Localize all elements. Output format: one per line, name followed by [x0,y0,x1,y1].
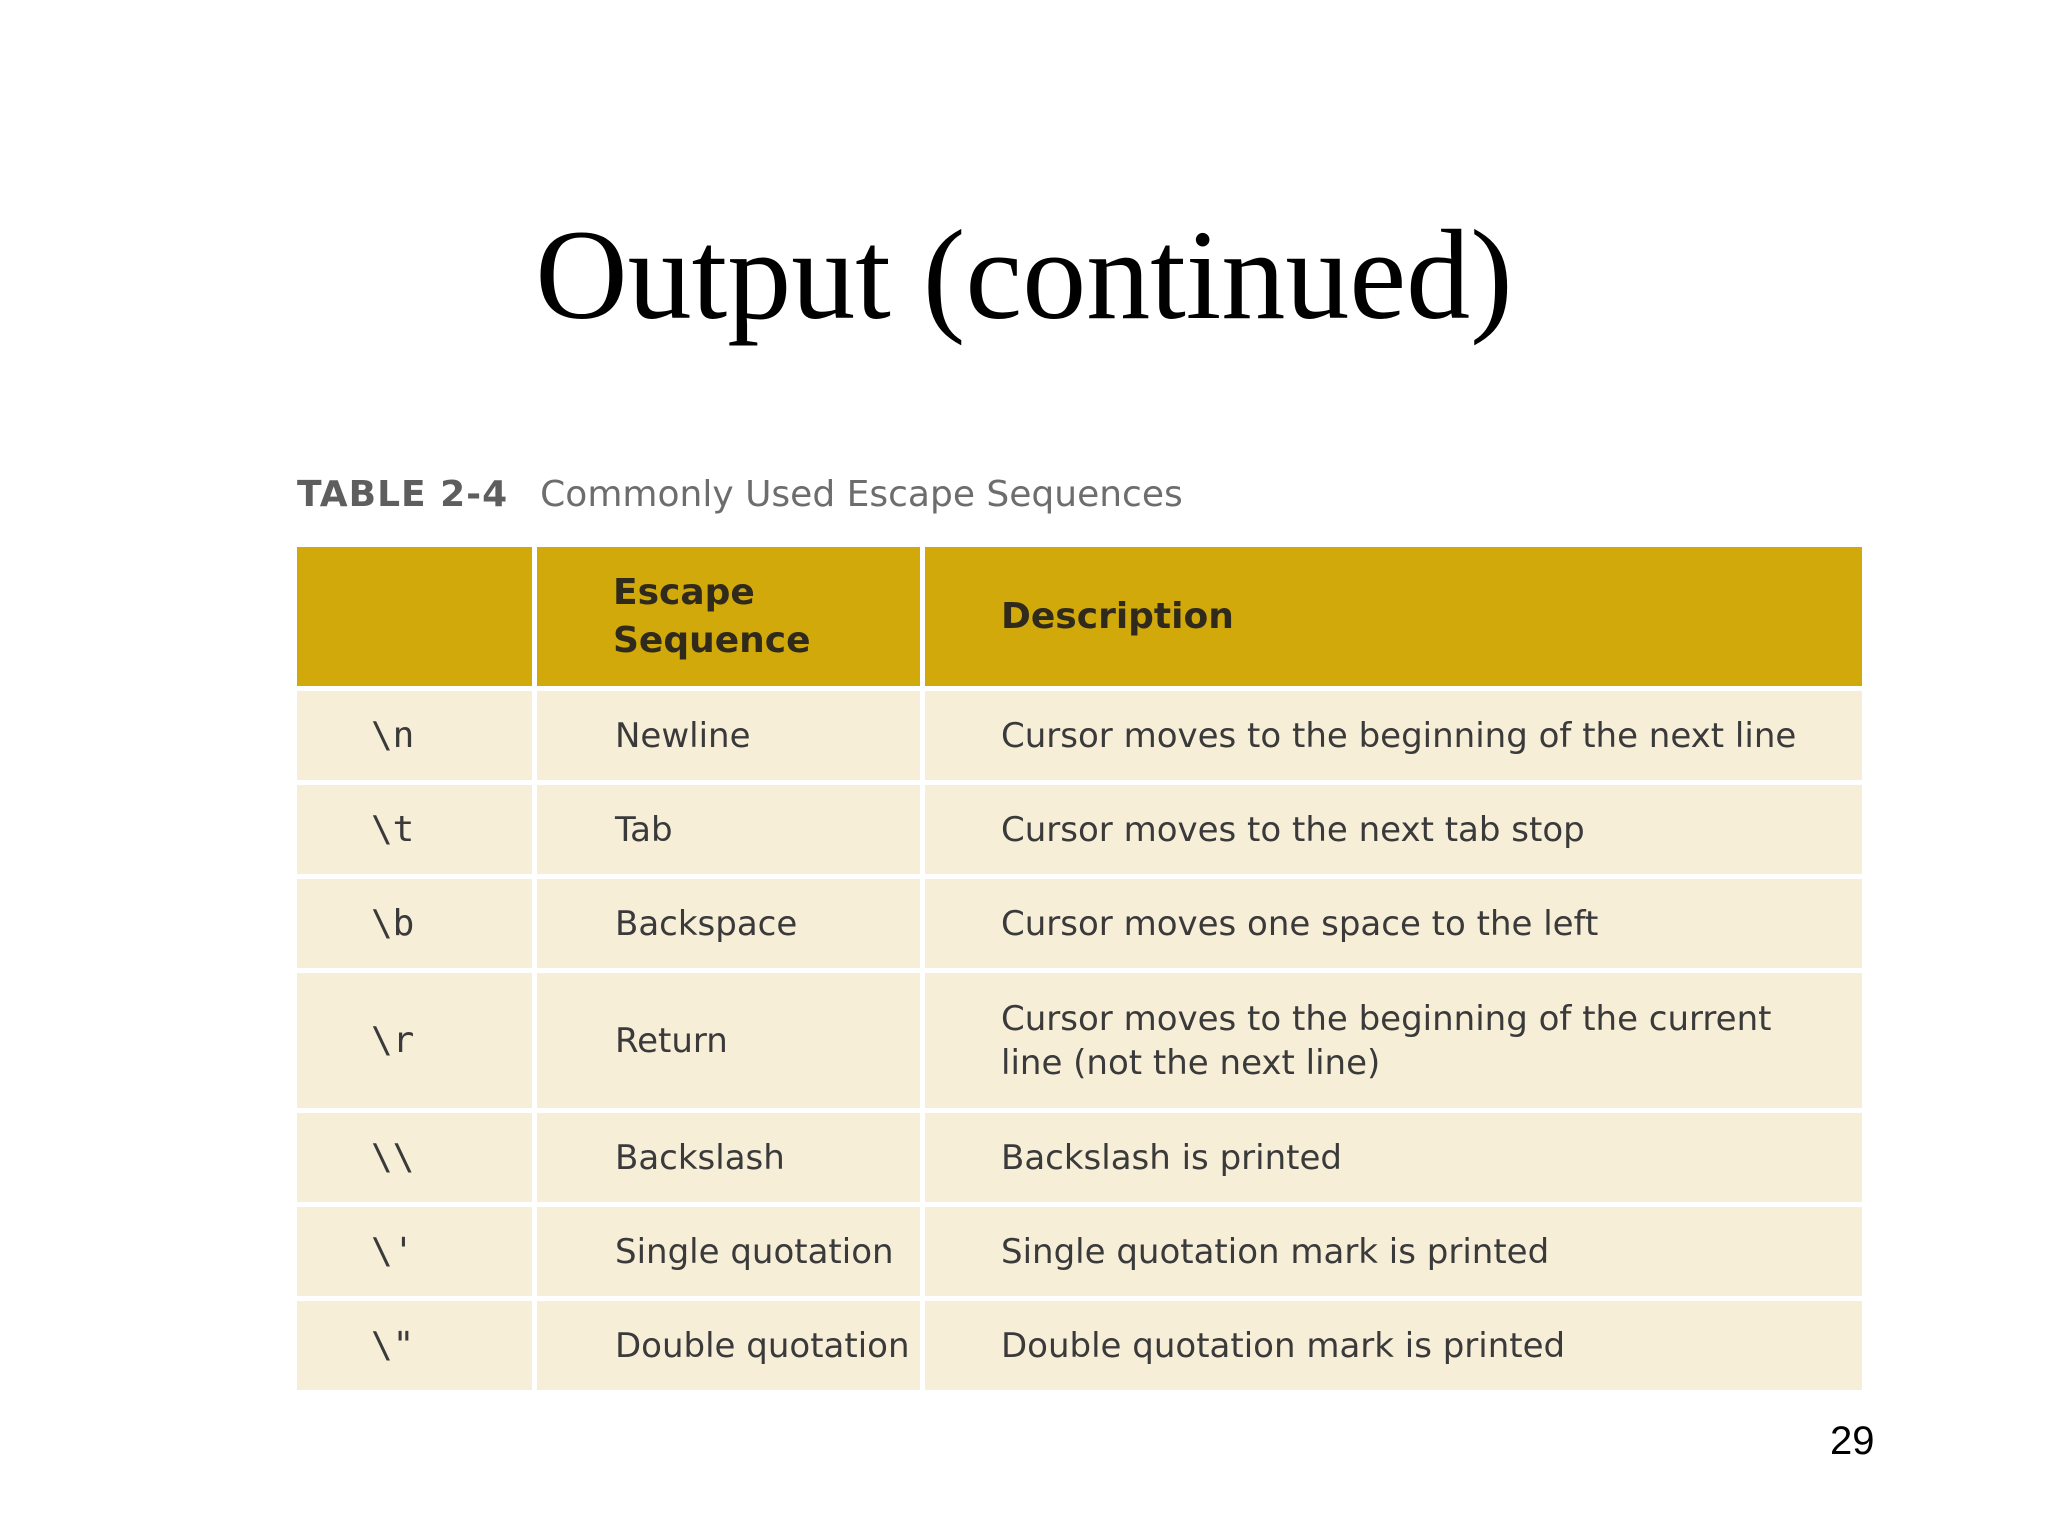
escape-description: Cursor moves one space to the left [925,879,1862,973]
header-code [297,547,537,691]
table-caption-label: TABLE 2-4 [297,474,509,515]
escape-sequence-table [297,547,1862,1395]
table-row [297,879,1862,973]
table-caption-text: Commonly Used Escape Sequences [540,474,1183,515]
table-row [297,1207,1862,1301]
escape-description: Cursor moves to the beginning of the current line (not the next line) [925,973,1862,1113]
escape-name: Newline [537,691,925,785]
header-escape-sequence: Escape Sequence [537,547,925,691]
table-header-row [297,547,1862,691]
escape-code: \n [297,691,537,785]
escape-name: Single quotation [537,1207,925,1301]
header-description: Description [925,547,1862,691]
escape-code: \' [297,1207,537,1301]
table-row [297,785,1862,879]
escape-description: Cursor moves to the beginning of the next line [925,691,1862,785]
table-row [297,691,1862,785]
escape-name: Return [537,973,925,1113]
table-row [297,1301,1862,1395]
slide-title: Output (continued) [535,204,1513,346]
escape-code: \" [297,1301,537,1395]
escape-name: Backslash [537,1113,925,1207]
escape-description: Single quotation mark is printed [925,1207,1862,1301]
escape-name: Double quotation [537,1301,925,1395]
escape-description: Double quotation mark is printed [925,1301,1862,1395]
table-row [297,973,1862,1113]
escape-description: Backslash is printed [925,1113,1862,1207]
escape-code: \t [297,785,537,879]
escape-name: Backspace [537,879,925,973]
escape-code: \r [297,973,537,1113]
escape-description: Cursor moves to the next tab stop [925,785,1862,879]
escape-code: \\ [297,1113,537,1207]
page-number: 29 [1830,1419,1875,1463]
table-row [297,1113,1862,1207]
escape-name: Tab [537,785,925,879]
escape-code: \b [297,879,537,973]
table-caption [297,474,1183,515]
